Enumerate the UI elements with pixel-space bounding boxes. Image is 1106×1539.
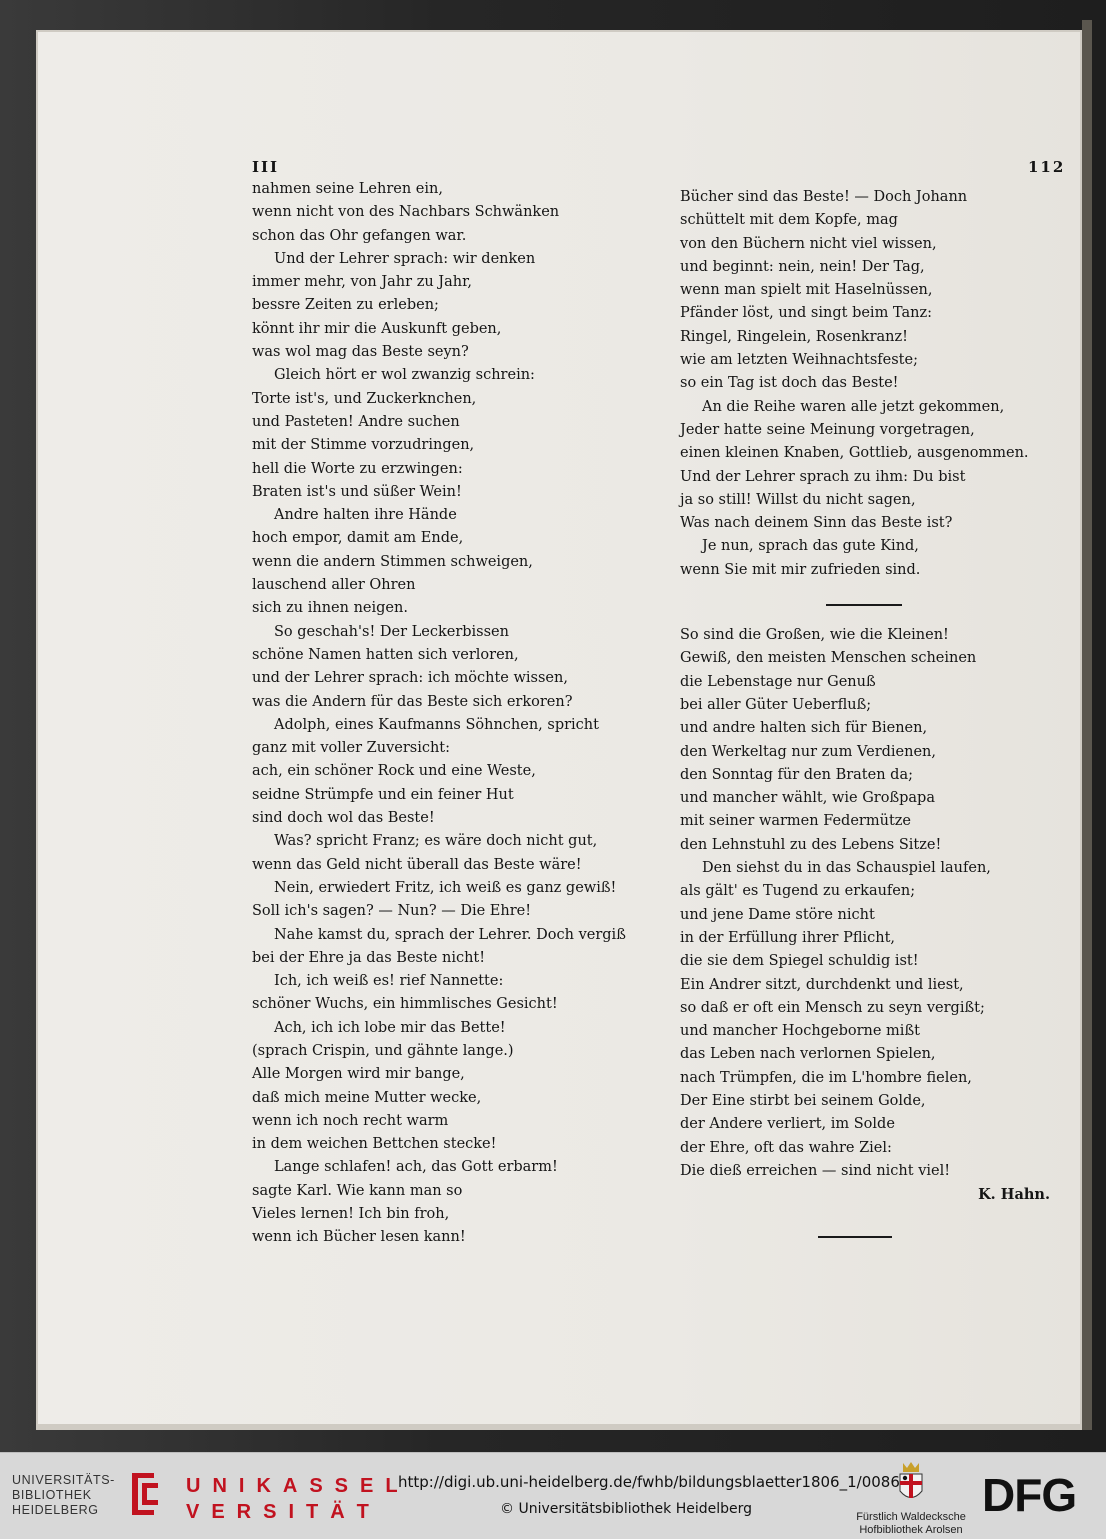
text-line: daß mich meine Mutter wecke, bbox=[252, 1089, 482, 1106]
text-line: von den Büchern nicht viel wissen, bbox=[680, 235, 937, 252]
text-line: Nein, erwiedert Fritz, ich weiß es ganz gewiß! bbox=[274, 879, 617, 896]
text-line: Der Eine stirbt bei seinem Golde, bbox=[680, 1092, 926, 1109]
text-line: als gält' es Tugend zu erkaufen; bbox=[680, 883, 916, 900]
text-line: Vieles lernen! Ich bin froh, bbox=[252, 1206, 450, 1223]
text-line: Jeder hatte seine Meinung vorgetragen, bbox=[680, 421, 975, 438]
text-line: die Lebenstage nur Genuß bbox=[680, 673, 876, 690]
text-line: und mancher wählt, wie Großpapa bbox=[680, 790, 935, 807]
text-line: Braten ist's und süßer Wein! bbox=[252, 483, 462, 500]
text-line: bei aller Güter Ueberfluß; bbox=[680, 696, 872, 713]
section-divider bbox=[826, 604, 902, 606]
text-line: Je nun, sprach das gute Kind, bbox=[702, 538, 919, 555]
text-line: mit der Stimme vorzudringen, bbox=[252, 437, 475, 454]
text-line: den Sonntag für den Braten da; bbox=[680, 766, 913, 783]
ub-heidelberg-logo-text[interactable] bbox=[12, 1473, 115, 1518]
library-name-line: BIBLIOTHEK bbox=[12, 1488, 92, 1502]
text-line: den Werkeltag nur zum Verdienen, bbox=[680, 743, 936, 760]
text-line: den Lehnstuhl zu des Lebens Sitze! bbox=[680, 836, 942, 853]
text-line: lauschend aller Ohren bbox=[252, 577, 416, 594]
right-text-column bbox=[680, 186, 1060, 1206]
text-line: Bücher sind das Beste! — Doch Johann bbox=[680, 189, 968, 205]
text-line: hoch empor, damit am Ende, bbox=[252, 530, 464, 547]
page-edge bbox=[1082, 20, 1092, 1430]
text-line: Was? spricht Franz; es wäre doch nicht gut, bbox=[274, 833, 598, 850]
text-line: wenn Sie mit mir zufrieden sind. bbox=[680, 561, 921, 578]
dfg-logo[interactable]: DFG bbox=[982, 1469, 1077, 1521]
uni-kassel-line: UNIKASSEL bbox=[186, 1475, 410, 1497]
text-line: könnt ihr mir die Auskunft geben, bbox=[252, 320, 502, 337]
author-signature: K. Hahn. bbox=[978, 1186, 1050, 1204]
viewer-footer bbox=[0, 1452, 1106, 1539]
uni-kassel-line: VERSITÄT bbox=[186, 1501, 381, 1523]
text-line: Adolph, eines Kaufmanns Söhnchen, spricht bbox=[274, 716, 599, 733]
text-line: Gewiß, den meisten Menschen scheinen bbox=[680, 650, 977, 667]
text-line: das Leben nach verlornen Spielen, bbox=[680, 1046, 936, 1063]
text-line: so daß er oft ein Mensch zu seyn vergißt; bbox=[680, 999, 985, 1016]
end-divider bbox=[818, 1236, 892, 1238]
text-line: der Ehre, oft das wahre Ziel: bbox=[680, 1139, 892, 1156]
text-line: wenn die andern Stimmen schweigen, bbox=[252, 553, 533, 570]
text-line: Und der Lehrer sprach zu ihm: Du bist bbox=[680, 468, 966, 485]
text-line: schon das Ohr gefangen war. bbox=[252, 227, 467, 244]
text-line: in dem weichen Bettchen stecke! bbox=[252, 1136, 497, 1153]
text-line: Den siehst du in das Schauspiel laufen, bbox=[702, 860, 991, 877]
text-line: und Pasteten! Andre suchen bbox=[252, 413, 460, 430]
text-line: schöne Namen hatten sich verloren, bbox=[252, 646, 519, 663]
text-line: hell die Worte zu erzwingen: bbox=[252, 460, 463, 477]
text-line: und der Lehrer sprach: ich möchte wissen, bbox=[252, 670, 568, 687]
text-line: schüttelt mit dem Kopfe, mag bbox=[680, 212, 898, 229]
text-line: Gleich hört er wol zwanzig schrein: bbox=[274, 367, 535, 384]
text-line: ach, ein schöner Rock und eine Weste, bbox=[252, 763, 536, 780]
text-line: Nahe kamst du, sprach der Lehrer. Doch vergiß bbox=[274, 926, 626, 943]
text-line: Pfänder löst, und singt beim Tanz: bbox=[680, 305, 932, 322]
waldeck-crest-icon bbox=[896, 1459, 926, 1507]
text-line: Und der Lehrer sprach: wir denken bbox=[274, 250, 536, 267]
text-line: (sprach Crispin, und gähnte lange.) bbox=[252, 1042, 514, 1059]
text-line: ja so still! Willst du nicht sagen, bbox=[680, 491, 916, 508]
text-line: Soll ich's sagen? — Nun? — Die Ehre! bbox=[252, 903, 532, 920]
text-line: wenn ich noch recht warm bbox=[252, 1112, 449, 1129]
text-line: was wol mag das Beste seyn? bbox=[252, 344, 469, 361]
text-line: und jene Dame störe nicht bbox=[680, 906, 875, 923]
text-line: und mancher Hochgeborne mißt bbox=[680, 1023, 920, 1040]
text-line: wenn das Geld nicht überall das Beste wäre! bbox=[252, 856, 582, 873]
text-line: bei der Ehre ja das Beste nicht! bbox=[252, 949, 486, 966]
text-line: sind doch wol das Beste! bbox=[252, 810, 435, 827]
text-line: und andre halten sich für Bienen, bbox=[680, 720, 928, 737]
text-line: Ach, ich ich lobe mir das Bette! bbox=[274, 1019, 506, 1036]
text-line: Andre halten ihre Hände bbox=[274, 507, 457, 524]
text-line: Alle Morgen wird mir bange, bbox=[252, 1066, 465, 1083]
text-line: schöner Wuchs, ein himmlisches Gesicht! bbox=[252, 996, 558, 1013]
text-line: So sind die Großen, wie die Kleinen! bbox=[680, 627, 949, 644]
library-name-line: HEIDELBERG bbox=[12, 1503, 99, 1517]
text-line: wie am letzten Weihnachtsfeste; bbox=[680, 352, 918, 369]
library-name-line: UNIVERSITÄTS- bbox=[12, 1473, 115, 1487]
text-line: sagte Karl. Wie kann man so bbox=[252, 1182, 463, 1199]
text-line: in der Erfüllung ihrer Pflicht, bbox=[680, 929, 896, 946]
text-line: wenn ich Bücher lesen kann! bbox=[252, 1229, 466, 1246]
text-line: Lange schlafen! ach, das Gott erbarm! bbox=[274, 1159, 558, 1176]
text-line: mit seiner warmen Federmütze bbox=[680, 813, 911, 830]
text-line: und beginnt: nein, nein! Der Tag, bbox=[680, 258, 925, 275]
text-line: so ein Tag ist doch das Beste! bbox=[680, 375, 899, 392]
text-line: So geschah's! Der Leckerbissen bbox=[274, 623, 509, 640]
text-line: sich zu ihnen neigen. bbox=[252, 600, 408, 617]
text-line: immer mehr, von Jahr zu Jahr, bbox=[252, 274, 473, 291]
text-line: wenn man spielt mit Haselnüssen, bbox=[680, 282, 933, 299]
text-line: seidne Strümpfe und ein feiner Hut bbox=[252, 786, 514, 803]
copyright-notice: © Universitätsbibliothek Heidelberg bbox=[500, 1501, 753, 1517]
partner-line: Fürstlich Waldecksche bbox=[856, 1511, 966, 1523]
page-number-right: 112 bbox=[1028, 158, 1066, 176]
arolsen-library-text bbox=[852, 1511, 970, 1537]
text-line: An die Reihe waren alle jetzt gekommen, bbox=[702, 398, 1005, 415]
text-line: der Andere verliert, im Solde bbox=[680, 1116, 895, 1133]
text-line: Torte ist's, und Zuckerknchen, bbox=[252, 390, 477, 407]
permalink-url[interactable]: http://digi.ub.uni-heidelberg.de/fwhb/bildungsblaetter1806_1/0086 bbox=[398, 1473, 900, 1491]
text-line: nach Trümpfen, die im L'hombre fielen, bbox=[680, 1069, 972, 1086]
uni-kassel-logo[interactable] bbox=[186, 1473, 410, 1525]
text-line: einen kleinen Knaben, Gottlieb, ausgenommen. bbox=[680, 445, 1029, 462]
text-line: bessre Zeiten zu erleben; bbox=[252, 297, 439, 314]
text-line: nahmen seine Lehren ein, bbox=[252, 181, 443, 197]
ub-heidelberg-logo-icon[interactable] bbox=[124, 1469, 162, 1519]
text-line: Ringel, Ringelein, Rosenkranz! bbox=[680, 328, 908, 345]
text-line: ganz mit voller Zuversicht: bbox=[252, 740, 451, 757]
text-line: Ich, ich weiß es! rief Nannette: bbox=[274, 973, 504, 990]
page-number-left: III bbox=[252, 158, 280, 176]
text-line: Ein Andrer sitzt, durchdenkt und liest, bbox=[680, 976, 964, 993]
text-line: wenn nicht von des Nachbars Schwänken bbox=[252, 204, 560, 221]
text-line: Was nach deinem Sinn das Beste ist? bbox=[680, 515, 953, 532]
left-text-column bbox=[252, 178, 642, 1250]
text-line: die sie dem Spiegel schuldig ist! bbox=[680, 953, 919, 970]
text-line: Die dieß erreichen — sind nicht viel! bbox=[680, 1162, 951, 1179]
text-line: was die Andern für das Beste sich erkoren? bbox=[252, 693, 573, 710]
partner-line: Hofbibliothek Arolsen bbox=[859, 1524, 963, 1536]
